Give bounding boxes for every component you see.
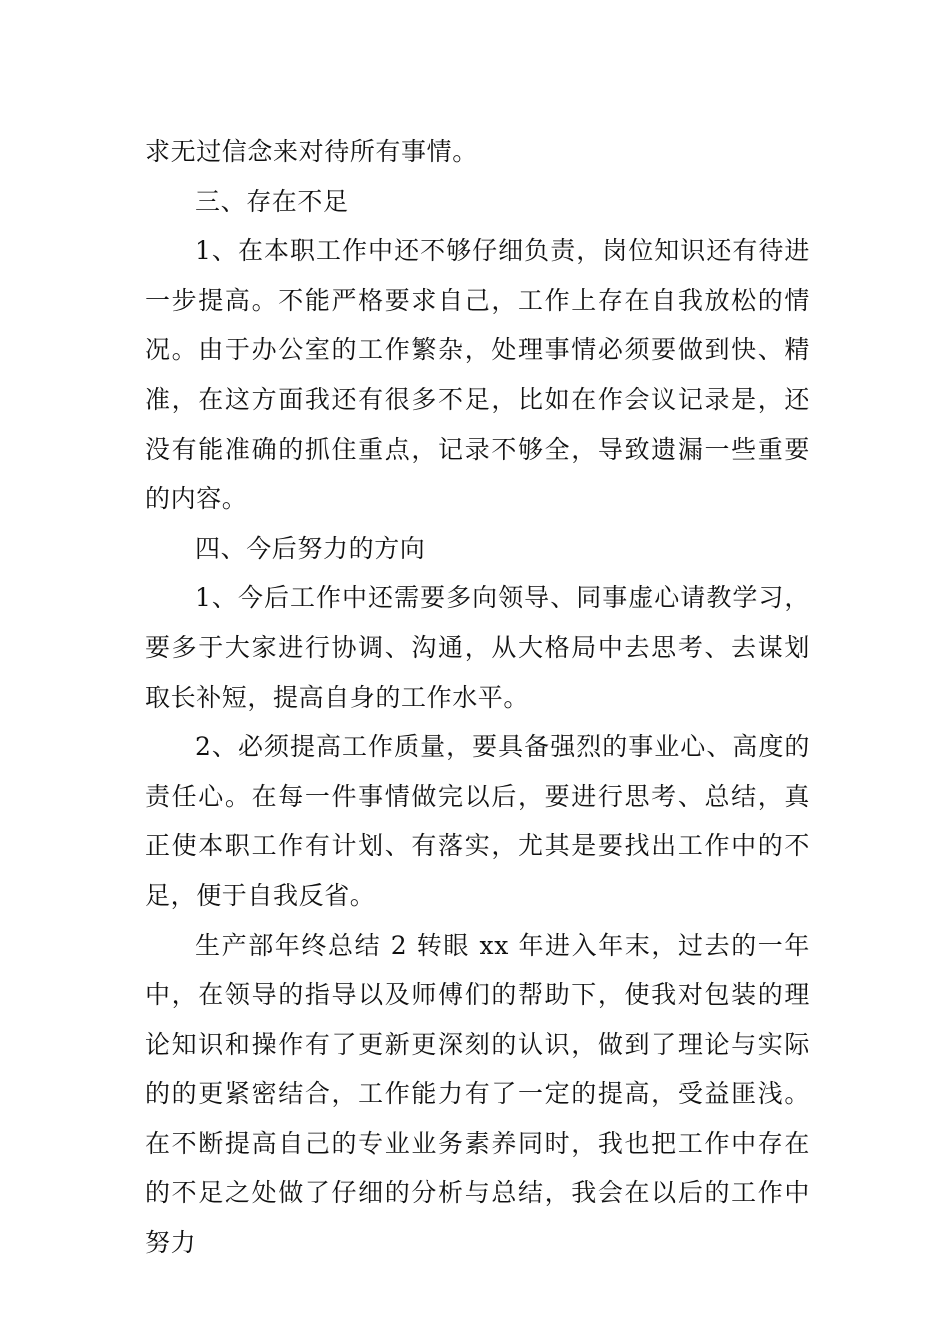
paragraph-production-summary: 生产部年终总结 2 转眼 xx 年进入年末，过去的一年中，在领导的指导以及师傅们的帮助下，使我对包装的理论知识和操作有了更新更深刻的认识，做到了理论与实际的的更紧密结合，工作能力有了一定的提高，受益匪浅。在不断提高自己的专业业务素养同时，我也把工作中存在的不足之处做了仔细的分析与总结，我会在以后的工作中努力 xyxy=(145,930,810,1258)
paragraph-shortcoming-1: 1、在本职工作中还不够仔细负责，岗位知识还有待进一步提高。不能严格要求自己，工作上存在自我放松的情况。由于办公室的工作繁杂，处理事情必须要做到快、精准，在这方面我还有很多不足，比如在作会议记录是，还没有能准确的抓住重点，记录不够全，导致遗漏一些重要的内容。 xyxy=(145,236,810,514)
document-body xyxy=(145,127,810,1268)
paragraph-direction-1: 1、今后工作中还需要多向领导、同事虚心请教学习，要多于大家进行协调、沟通，从大格局中去思考、去谋划取长补短，提高自身的工作水平。 xyxy=(145,583,810,712)
paragraph-continuation: 求无过信念来对待所有事情。 xyxy=(145,137,478,166)
section-heading-future-direction: 四、今后努力的方向 xyxy=(195,533,426,563)
section-heading-shortcomings: 三、存在不足 xyxy=(195,186,349,216)
paragraph-direction-2: 2、必须提高工作质量，要具备强烈的事业心、高度的责任心。在每一件事情做完以后，要进行思考、总结，真正使本职工作有计划、有落实，尤其是要找出工作中的不足，便于自我反省。 xyxy=(145,732,810,910)
